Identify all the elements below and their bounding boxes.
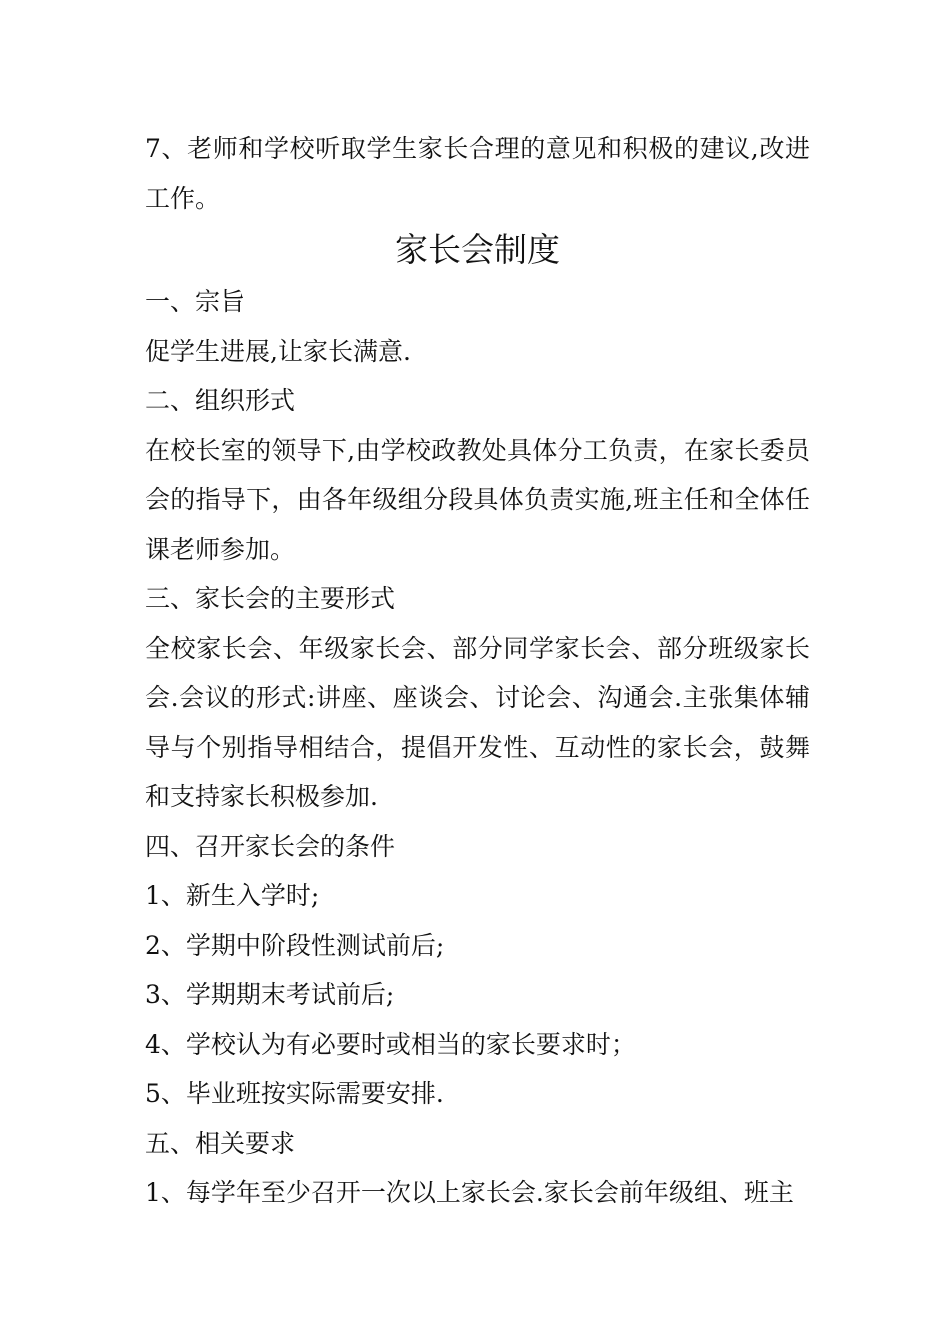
section-heading: 五、相关要求 — [145, 1128, 296, 1158]
list-item: 5、毕业班按实际需要安排. — [145, 1079, 444, 1108]
list-item: 1、每学年至少召开一次以上家长会.家长会前年级组、班主 — [145, 1178, 794, 1207]
list-item: 4、学校认为有必要时或相当的家长要求时； — [145, 1029, 636, 1059]
document-title: 家长会制度 — [395, 230, 560, 269]
intro-paragraph: 7、老师和学校听取学生家长合理的意见和积极的建议,改进工作。 — [145, 134, 810, 213]
list-item: 3、学期期末考试前后; — [145, 980, 395, 1009]
section-paragraph: 全校家长会、年级家长会、部分同学家长会、部分班级家长会.会议的形式:讲座、座谈会、讨论会、沟通会.主张集体辅导与个别指导相结合，提倡开发性、互动性的家长会，鼓舞和支持家长积极参加. — [145, 633, 810, 811]
section-heading: 一、宗旨 — [145, 287, 246, 316]
list-item: 1、新生入学时; — [145, 881, 320, 910]
section-heading: 四、召开家长会的条件 — [145, 831, 396, 861]
document-body — [145, 124, 810, 1218]
section-heading: 三、家长会的主要形式 — [145, 584, 396, 613]
list-item: 2、学期中阶段性测试前后; — [145, 930, 445, 960]
section-paragraph: 在校长室的领导下,由学校政教处具体分工负责，在家长委员会的指导下，由各年级组分段具体负责实施,班主任和全体任课老师参加。 — [145, 435, 810, 564]
section-heading: 二、组织形式 — [145, 386, 296, 415]
section-paragraph: 促学生进展,让家长满意. — [145, 336, 411, 366]
